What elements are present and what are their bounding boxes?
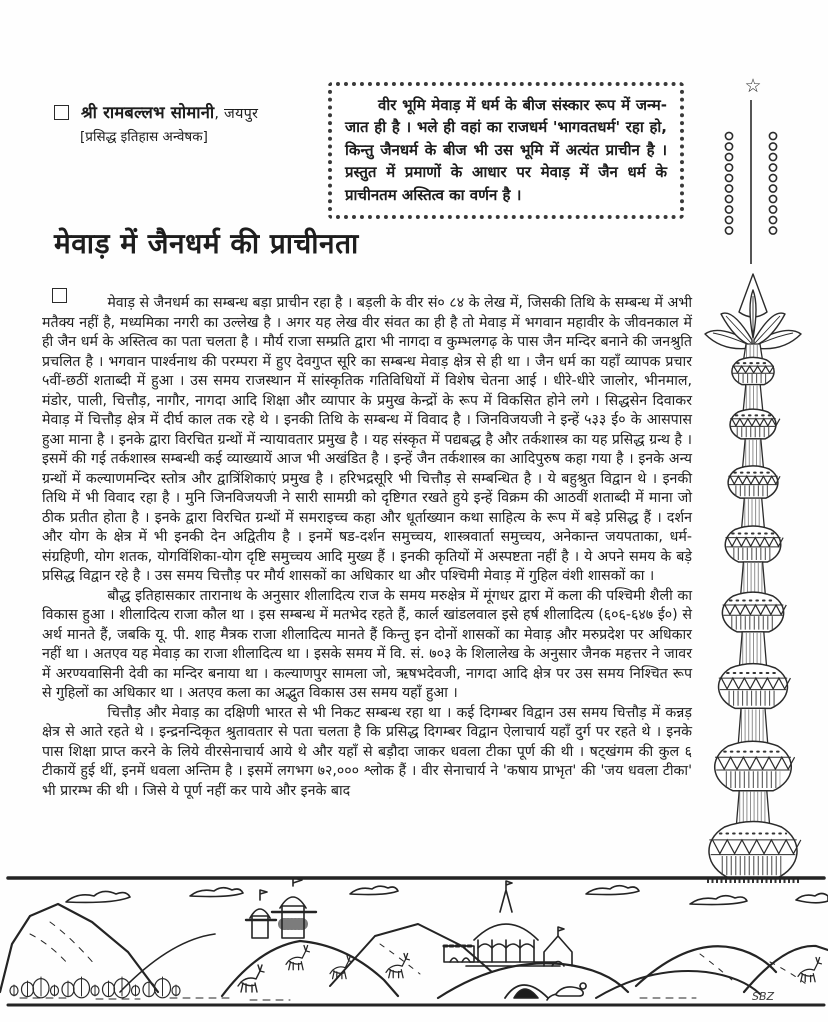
author-city: , जयपुर (214, 106, 259, 122)
landscape-svg (0, 874, 828, 1014)
stacked-pots (707, 344, 801, 880)
paragraph-1: मेवाड़ से जैनधर्म का सम्बन्ध बड़ा प्राचीन रहा है । बड़ली के वीर सं० ८४ के लेख में, जिसकी तिथि के सम्बन्ध में अभी मतैक्य नहीं है, मध्यमिका नगरी का उल्लेख है । अगर यह लेख वीर संवत का ही है तो मेवाड़ में भगवान महावीर के जीवनकाल में ही जैन धर्म के अस्तित्व का पता चलता है । मौर्य राजा सम्प्रति द्वारा भी नागदा व कुम्भलगढ़ के पास जैन मन्दिर बनाने की जनश्रुति प्रचलित है । भगवान पार्श्वनाथ की परम्परा में हुए देवगुप्त सूरि का सम्बन्ध मेवाड़ क्षेत्र से ही था । जैन धर्म का यहाँ व्यापक प्रचार ५वीं-छठीं शताब्दी में हुआ । उस समय राजस्थान में सांस्कृतिक गतिविधियों में विशेष चेतना आई । धीरे-धीरे जालोर, भीनमाल, मंडोर, पाली, चित्तौड़, नागौर, नागदा आदि शिक्षा और व्यापार के प्रमुख केन्द्रों के रूप में विकसित होने लगे । सिद्धसेन दिवाकर मेवाड़ में चित्तौड़ क्षेत्र में दीर्घ काल तक रहे थे । इनकी तिथि के सम्बन्ध में विवाद है । जिनविजयजी ने इन्हें ५३३ ई० के आसपास हुआ माना है । इनके द्वारा विरचित ग्रन्थों में न्यायावतार प्रमुख है । यह संस्कृत में पद्यबद्ध है और तर्कशास्त्र का यह प्रसिद्ध ग्रन्थ है । इसमें की गई तर्कशास्त्र सम्बन्धी कई व्याख्यायें आज भी अखंडित है । इन्हें जैन तर्कशास्त्र का आदिपुरुष कहा गया है । इनके अन्य ग्रन्थों में कल्याणमन्दिर स्तोत्र और द्वात्रिंशिकाएं प्रमुख है । हरिभद्रसूरि भी चित्तौड़ से सम्बन्धित है । ये बहुश्रुत विद्वान थे । इनकी तिथि में भी विवाद रहा है । मुनि जिनविजयजी ने सारी सामग्री को दृष्टिगत रखते हुये इन्हें विक्रम की आठवीं शताब्दी में माना जो ठीक प्रतीत होता है । इनके द्वारा विरचित ग्रन्थों में समराइच्च कहा और धूर्ताख्यान कथा साहित्य के रूप में बड़े प्रसिद्ध हैं । दर्शन और योग के क्षेत्र में भी इनकी देन अद्वितीय है । इनमें षड-दर्शन समुच्चय, शास्त्रवार्ता समुच्चय, अनेकान्त जयपताका, धर्म-संग्रहिणी, योग शतक, योगविंशिका-योग दृष्टि समुच्चय आदि मुख्य हैं । इनकी कृतियों में अस्पष्टता नहीं है । ये अपने समय के बड़े प्रसिद्ध विद्वान रहे है । उस समय चित्तौड़ पर मौर्य शासकों का अधिकार था और पश्चिमी मेवाड़ में गुहिल वंशी शासकों का । (42, 295, 692, 584)
landscape-art (0, 878, 828, 1005)
bushes (10, 977, 180, 998)
star-icon: ☆ (744, 75, 762, 97)
decorative-rail (690, 76, 816, 866)
kalash-leaves-icon (705, 274, 801, 349)
author-square-icon (54, 105, 69, 120)
author-name: श्री रामबल्लभ सोमानी (81, 103, 215, 122)
pot-tower-svg (693, 266, 813, 884)
paragraph-3: चित्तौड़ और मेवाड़ का दक्षिणी भारत से भी निकट सम्बन्ध रहा था । कई दिगम्बर विद्वान उस समय चित्तौड़ में कन्नड़ क्षेत्र से आते रहते थे । इन्द्रनन्दिकृत श्रुतावतार से पता चलता है कि प्रसिद्ध दिगम्बर विद्वान ऐलाचार्य यहाँ दुर्ग पर रहते थे । इनके पास शिक्षा प्राप्त करने के लिये वीरसेनाचार्य आये थे और यहाँ से बड़ौदा जाकर धवला टीका पूर्ण की थी । षट्खंगम की कुल ६ टीकायें हुई थीं, इनमें धवला अन्तिम है । इसमें लगभग ७२,००० श्लोक हैं । वीर सेनाचार्य ने 'कषाय प्राभृत' की 'जय धवला टीका' भी प्रारम्भ की थी । जिसे ये पूर्ण नहीं कर पाये और इनके बाद (42, 704, 692, 799)
article-body (42, 294, 692, 801)
intro-text: वीर भूमि मेवाड़ में धर्म के बीज संस्कार रूप में जन्म-जात ही है । भले ही वहां का राजधर्म 'भागवतधर्म' रहा हो, किन्तु जैनधर्म के बीज भी उस भूमि में अत्यंत प्राचीन है । प्रस्तुत में प्रमाणों के आधार पर मेवाड़ में जैन धर्म के प्राचीनतम अस्तित्व का वर्णन है । (345, 96, 667, 204)
author-line (54, 100, 354, 123)
paragraph-2: बौद्ध इतिहासकार तारानाथ के अनुसार शीलादित्य राज के समय मरुक्षेत्र में मूंगधर द्वारा में कला की पश्चिमी शैली का विकास हुआ । शीलादित्य राजा कौल था । इस सम्बन्ध में मतभेद रहते हैं, कार्ल खांडलवाल इसे हर्ष शीलादित्य (६०६-६४७ ई०) से अर्थ मानते हैं, जबकि यू. पी. शाह मैत्रक राजा शीलादित्य मानते हैं किन्तु इन दोनों शासकों का मेवाड़ और मरुप्रदेश पर अधिकार नहीं था । अतएव यह मेवाड़ का राजा शीलादित्य था । इसके समय में वि. सं. ७०३ के शिलालेख के अनुसार जैनक महत्तर ने जावर में अरण्यवासिनी देवी का मन्दिर बनाया था । कल्याणपुर सामला जो, ऋषभदेवजी, नागदा आदि क्षेत्र पर उस समय निश्चित रूप से गुहिलों का अधिकार था । अतएव कला का अद्भुत विकास उस समय यहाँ हुआ । (42, 587, 692, 701)
article-title: मेवाड़ में जैनधर्म की प्राचीनता (54, 227, 359, 260)
artist-signature: SBZ (752, 990, 775, 1003)
intro-box (328, 82, 684, 219)
author-block (54, 100, 354, 145)
chain-svg (693, 98, 813, 266)
author-credential: [प्रसिद्ध इतिहास अन्वेषक] (80, 129, 208, 145)
